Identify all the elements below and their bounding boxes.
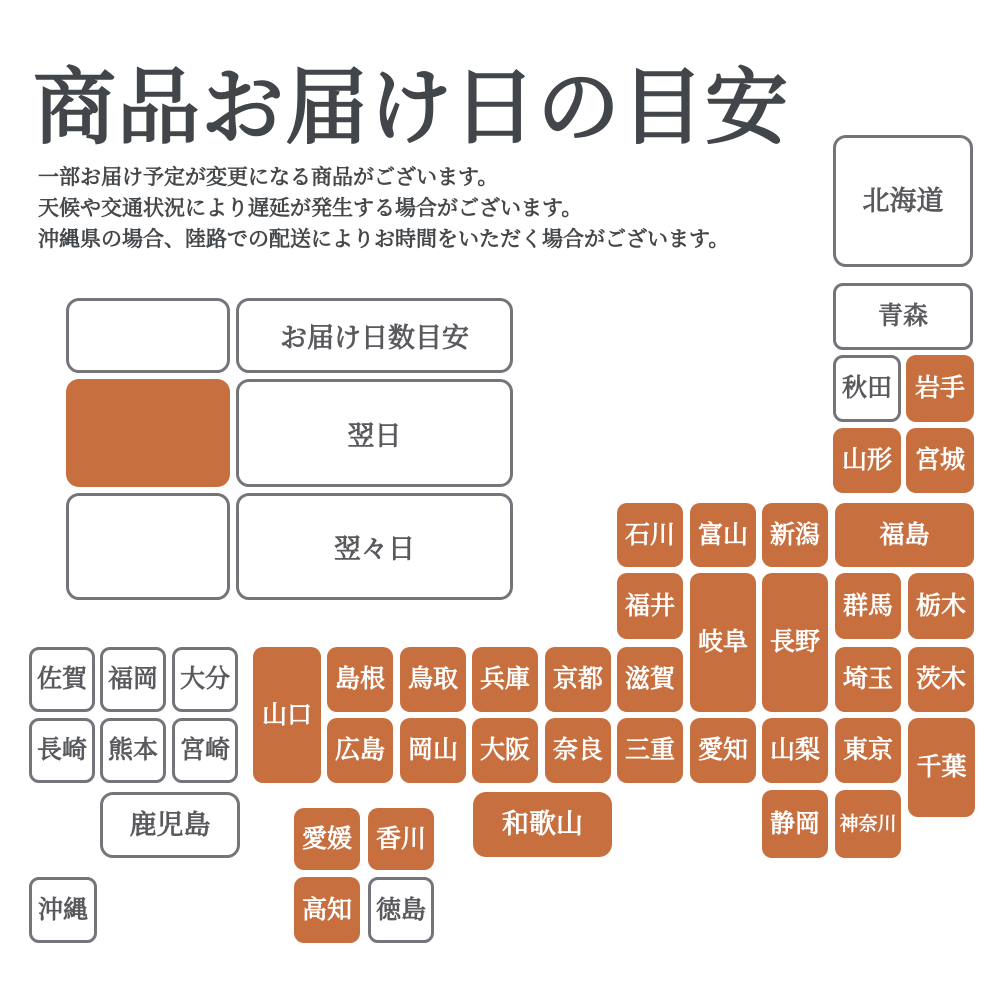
legend-two-day-label: 翌々日 xyxy=(334,534,415,564)
prefecture-tile-大分: 大分 xyxy=(172,647,238,712)
page-title: 商品お届け日の目安 xyxy=(33,61,789,154)
prefecture-tile-山形: 山形 xyxy=(833,428,901,493)
prefecture-tile-群馬: 群馬 xyxy=(835,573,901,639)
prefecture-tile-福島: 福島 xyxy=(835,503,974,567)
prefecture-tile-大阪: 大阪 xyxy=(472,718,538,783)
note-line-2: 天候や交通状況により遅延が発生する場合がございます。 xyxy=(38,197,583,220)
prefecture-tile-神奈川: 神奈川 xyxy=(835,790,901,858)
prefecture-tile-東京: 東京 xyxy=(835,718,901,783)
prefecture-tile-奈良: 奈良 xyxy=(545,718,611,783)
prefecture-tile-岐阜: 岐阜 xyxy=(690,573,756,712)
prefecture-tile-和歌山: 和歌山 xyxy=(473,792,612,857)
prefecture-tile-香川: 香川 xyxy=(368,808,434,870)
prefecture-tile-鹿児島: 鹿児島 xyxy=(100,792,240,858)
prefecture-tile-京都: 京都 xyxy=(545,647,611,712)
prefecture-tile-山梨: 山梨 xyxy=(762,718,828,783)
prefecture-tile-新潟: 新潟 xyxy=(762,503,828,567)
prefecture-tile-高知: 高知 xyxy=(294,877,360,943)
prefecture-tile-三重: 三重 xyxy=(617,718,683,783)
note-line-3: 沖縄県の場合、陸路での配送によりお時間をいただく場合がございます。 xyxy=(38,228,730,251)
prefecture-tile-広島: 広島 xyxy=(327,718,393,783)
prefecture-tile-宮崎: 宮崎 xyxy=(172,718,238,783)
prefecture-tile-鳥取: 鳥取 xyxy=(400,647,466,712)
prefecture-tile-宮城: 宮城 xyxy=(906,428,974,493)
prefecture-tile-埼玉: 埼玉 xyxy=(835,647,901,712)
prefecture-tile-長崎: 長崎 xyxy=(29,718,95,783)
prefecture-tile-富山: 富山 xyxy=(690,503,756,567)
prefecture-tile-長野: 長野 xyxy=(762,573,828,712)
prefecture-tile-沖縄: 沖縄 xyxy=(29,877,97,943)
prefecture-tile-石川: 石川 xyxy=(617,503,683,567)
prefecture-tile-栃木: 栃木 xyxy=(908,573,974,639)
prefecture-tile-徳島: 徳島 xyxy=(368,877,434,943)
prefecture-tile-北海道: 北海道 xyxy=(833,135,973,267)
prefecture-tile-千葉: 千葉 xyxy=(908,718,975,817)
prefecture-tile-秋田: 秋田 xyxy=(833,355,901,422)
prefecture-tile-静岡: 静岡 xyxy=(762,790,828,858)
prefecture-tile-熊本: 熊本 xyxy=(100,718,166,783)
prefecture-tile-愛知: 愛知 xyxy=(690,718,756,783)
prefecture-tile-兵庫: 兵庫 xyxy=(472,647,538,712)
prefecture-tile-青森: 青森 xyxy=(833,283,973,350)
prefecture-tile-岡山: 岡山 xyxy=(400,718,466,783)
prefecture-tile-岩手: 岩手 xyxy=(906,355,974,422)
legend-next-day-label: 翌日 xyxy=(347,420,402,451)
prefecture-tile-福岡: 福岡 xyxy=(100,647,166,712)
prefecture-tile-滋賀: 滋賀 xyxy=(617,647,683,712)
note-line-1: 一部お届け予定が変更になる商品がございます。 xyxy=(38,166,499,189)
prefecture-tile-島根: 島根 xyxy=(327,647,393,712)
prefecture-tile-福井: 福井 xyxy=(617,573,683,639)
prefecture-tile-愛媛: 愛媛 xyxy=(294,808,360,870)
prefecture-tile-茨木: 茨木 xyxy=(908,647,974,712)
prefecture-tile-佐賀: 佐賀 xyxy=(29,647,95,712)
legend-header-label: お届け日数目安 xyxy=(280,323,469,353)
prefecture-tile-山口: 山口 xyxy=(253,647,321,783)
